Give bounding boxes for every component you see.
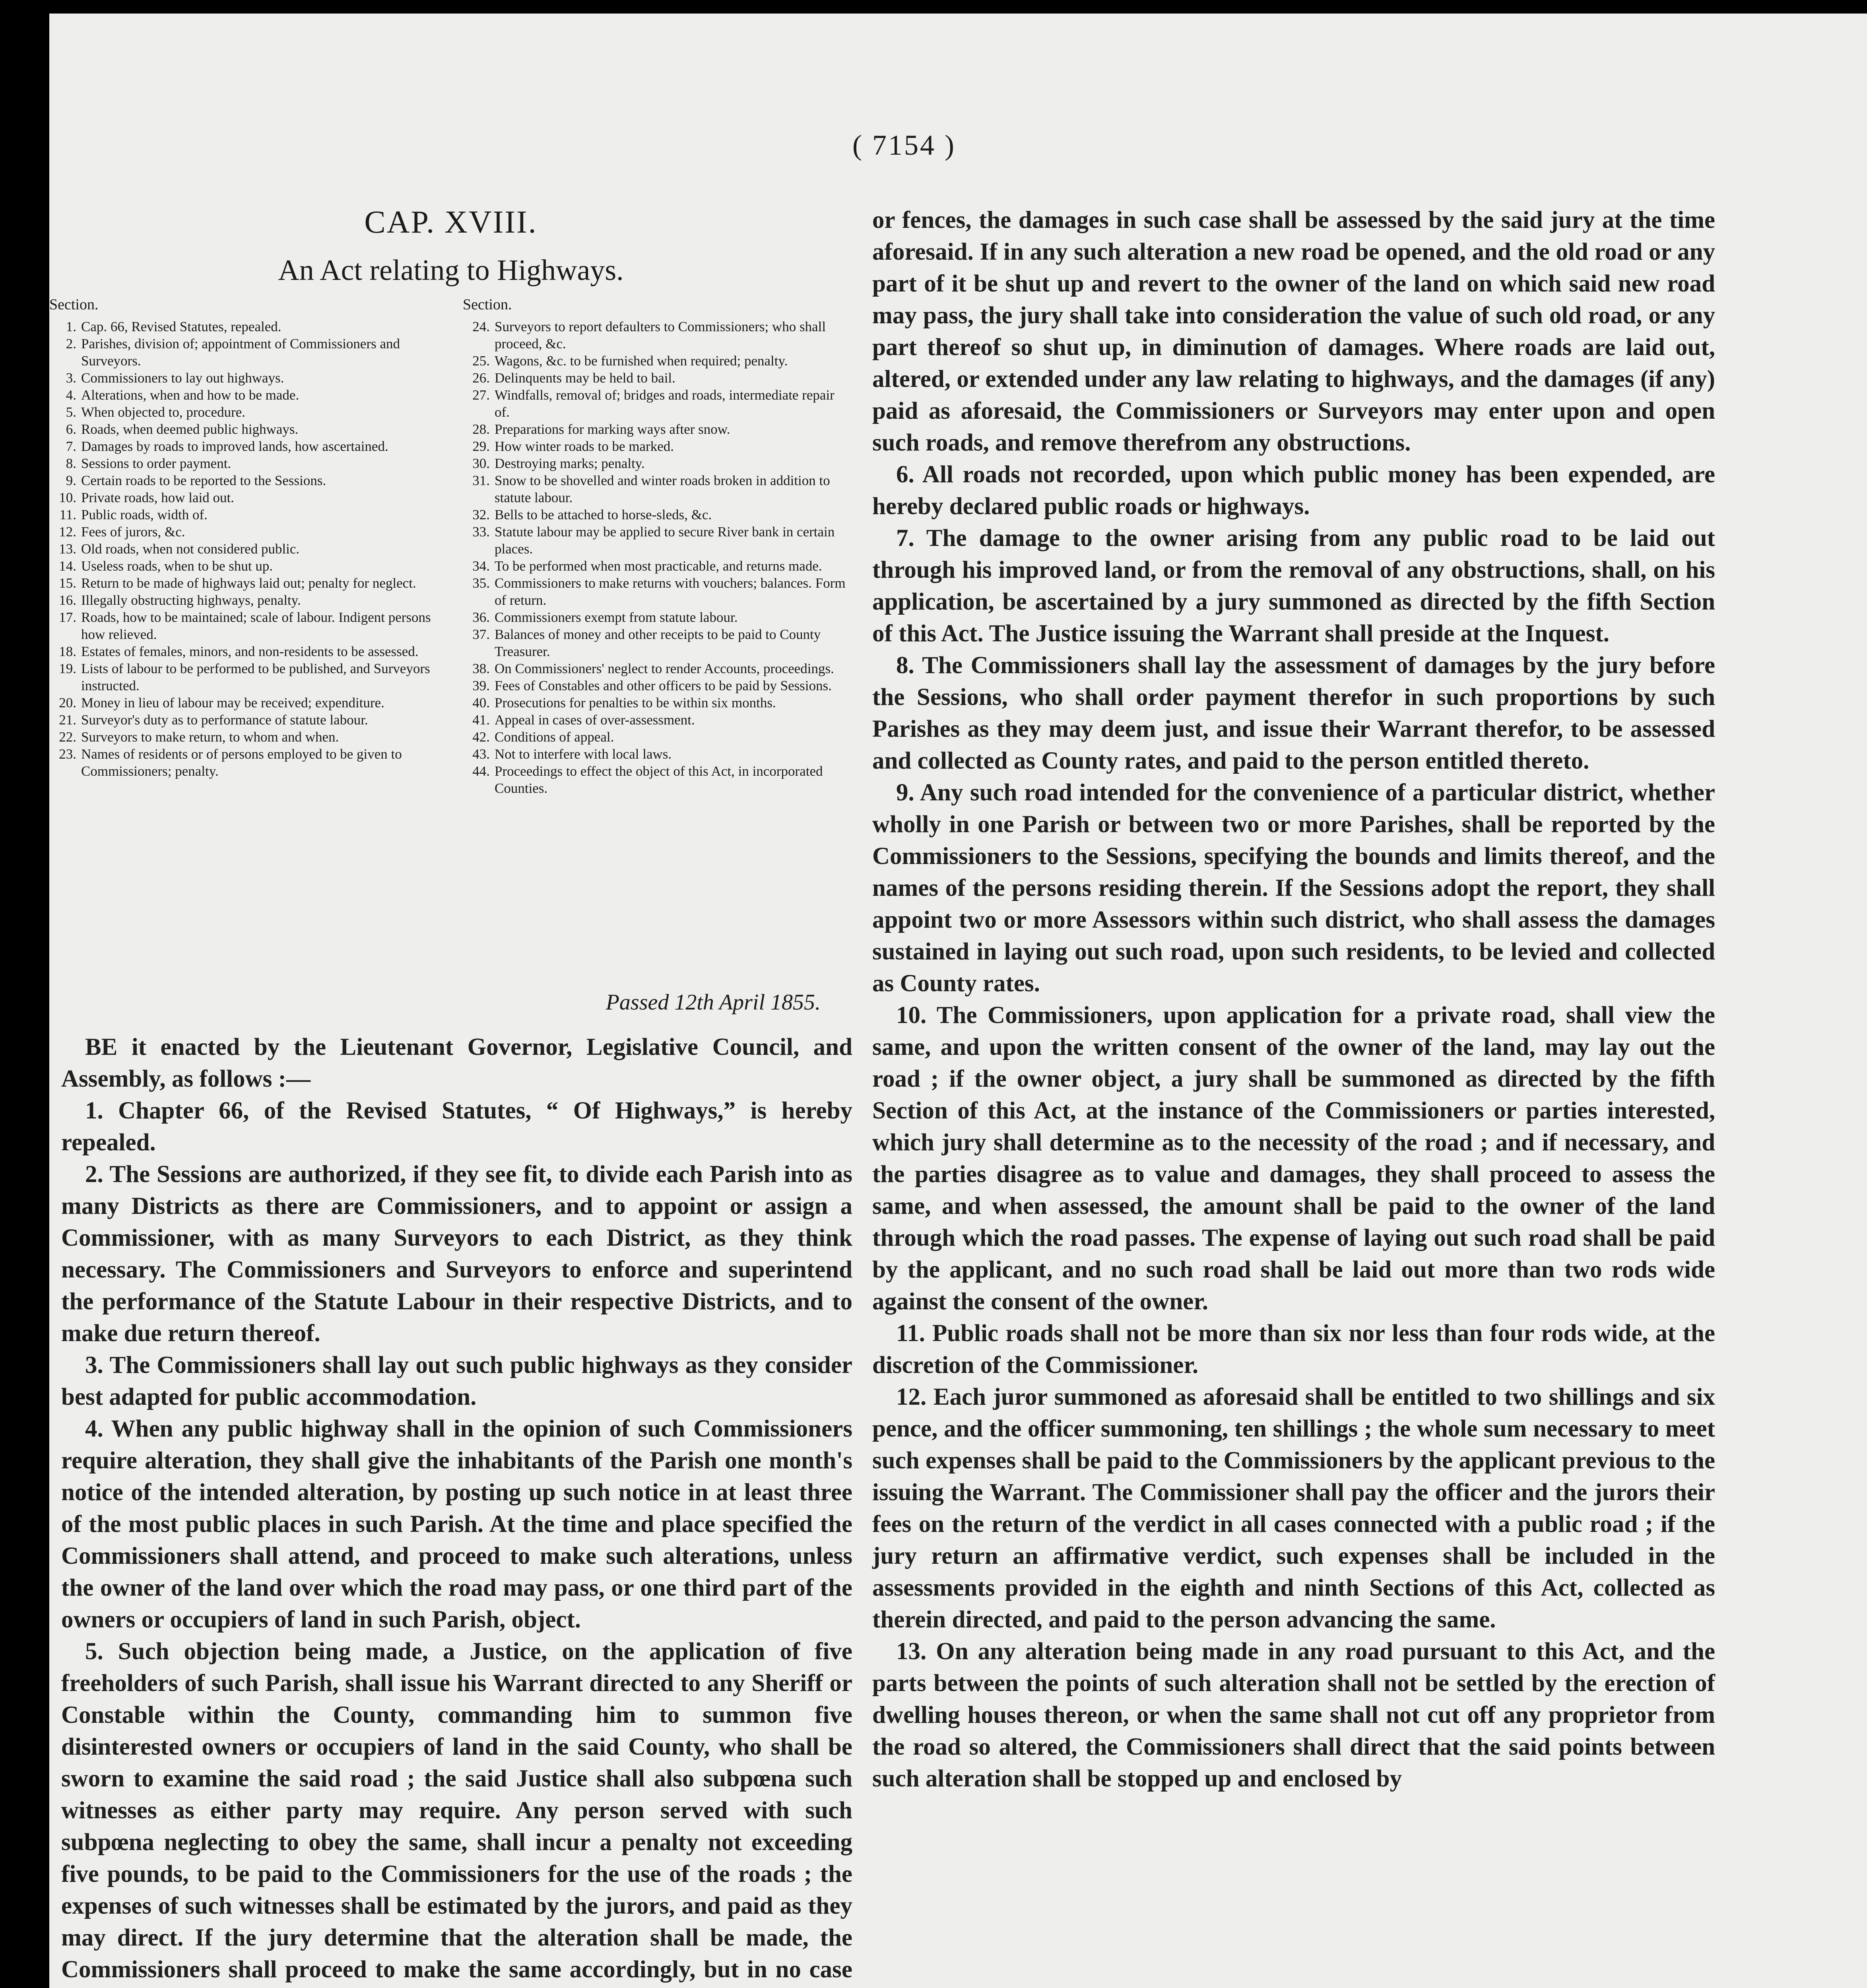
toc-entry-text: Estates of females, minors, and non-residents to be assessed. <box>81 644 419 659</box>
toc-entry <box>463 318 852 352</box>
toc-entry-text: On Commissioners' neglect to render Accounts, proceedings. <box>495 661 834 676</box>
body-paragraph: 7. The damage to the owner arising from any public road to be laid out through his improved land, or from the removal of any obstructions, shall, on his application, be ascertained by a jury summoned as directed by the fifth Section of this Act. The Justice issuing the Warrant shall preside at the Inquest. <box>872 525 1715 647</box>
toc-entry <box>463 557 852 575</box>
toc-entry-text: Commissioners to lay out highways. <box>81 370 284 386</box>
toc-entry <box>463 711 852 728</box>
toc-entry-text: Roads, how to be maintained; scale of labour. Indigent persons how relieved. <box>81 610 431 642</box>
toc-entry <box>49 472 439 489</box>
toc-entry-number: 22. <box>59 729 76 745</box>
right-body-text <box>872 204 1715 1795</box>
toc-entry-number: 44. <box>472 763 490 779</box>
toc-entry-number: 40. <box>472 695 490 711</box>
body-paragraph: 9. Any such road intended for the convenience of a particular district, whether wholly in one Parish or between two or more Parishes, shall be reported by the Commissioners to the Sessions, specifying the bounds and limits thereof, and the names of the persons residing therein. If the Sessions adopt the report, they shall appoint two or more Assessors within such district, who shall assess the damages sustained in laying out such road, upon such residents, to be levied and collected as County rates. <box>872 779 1715 997</box>
toc-entry-number: 33. <box>472 524 490 540</box>
toc-entry-number: 27. <box>472 387 490 403</box>
toc-entry-number: 34. <box>472 558 490 574</box>
toc-entry-text: Surveyors to make return, to whom and when. <box>81 729 339 745</box>
toc-entry-text: Private roads, how laid out. <box>81 490 234 505</box>
toc-entry-number: 5. <box>66 404 76 420</box>
toc-entry <box>49 438 439 455</box>
toc-entry-number: 35. <box>472 575 490 591</box>
toc-entry-number: 29. <box>472 439 490 454</box>
toc-entry-text: Lists of labour to be performed to be published, and Surveyors instructed. <box>81 661 430 693</box>
toc-entry-number: 10. <box>59 490 76 505</box>
toc-entry-text: Fees of jurors, &c. <box>81 524 185 540</box>
toc-entry <box>49 455 439 472</box>
toc-entry <box>463 506 852 523</box>
toc-entry <box>49 609 439 643</box>
body-paragraph: 10. The Commissioners, upon application for a private road, shall view the same, and upon the written consent of the owner of the land, may lay out the road ; if the owner object, a jury shall be summoned as directed by the fifth Section of this Act, at the instance of the Commissioners or parties interested, which jury shall determine as to the necessity of the road ; and if necessary, and the parties disagree as to value and damages, they shall proceed to assess the same, and when assessed, the amount shall be paid to the owner of the land through which the road passes. The expense of laying out such road shall be paid by the applicant, and no such road shall be laid out more than two rods wide against the consent of the owner. <box>872 1002 1715 1315</box>
toc-entry <box>463 352 852 369</box>
toc-entry-text: Appeal in cases of over-assessment. <box>495 712 695 728</box>
toc-entry <box>463 472 852 506</box>
toc-entry-number: 12. <box>59 524 76 540</box>
toc-entry-number: 20. <box>59 695 76 711</box>
body-paragraph: 1. Chapter 66, of the Revised Statutes, “ Of Highways,” is hereby repealed. <box>61 1097 852 1156</box>
toc-entry-number: 38. <box>472 661 490 676</box>
toc-heading: Section. <box>49 296 99 313</box>
toc-entry-number: 26. <box>472 370 490 386</box>
toc-entry-number: 13. <box>59 541 76 557</box>
toc-entry <box>463 660 852 677</box>
toc-entry-text: To be performed when most practicable, and returns made. <box>495 558 822 574</box>
toc-entry-number: 39. <box>472 678 490 693</box>
toc-entry-number: 8. <box>66 456 76 471</box>
body-paragraph: 5. Such objection being made, a Justice, on the application of five freeholders of such Parish, shall issue his Warrant directed to any Sheriff or Constable within the County, commanding him to summon five disinterested owners or occupiers of land in the said County, who shall be sworn to examine the said road ; the said Justice shall also subpœna such witnesses as either party may require. Any person served with such subpœna neglecting to obey the same, shall incur a penalty not exceeding five pounds, to be paid to the Commissioners for the use of the roads ; the expenses of such witnesses shall be estimated by the jurors, and paid as they may direct. If the jury determine that the alteration shall be made, the Commissioners shall proceed to make the same accordingly, but in no case <box>61 1638 852 1983</box>
toc-entry-number: 1. <box>66 319 76 334</box>
toc-entry <box>463 575 852 609</box>
toc-entry-text: How winter roads to be marked. <box>495 439 674 454</box>
toc-entry-number: 32. <box>472 507 490 522</box>
toc-entry <box>463 421 852 438</box>
toc-right-column <box>463 296 852 797</box>
toc-entry <box>49 506 439 523</box>
toc-entry <box>463 386 852 421</box>
toc-entry-text: Commissioners to make returns with vouchers; balances. Form of return. <box>495 575 846 608</box>
toc-entry-text: Cap. 66, Revised Statutes, repealed. <box>81 319 281 334</box>
toc-entry-text: When objected to, procedure. <box>81 404 246 420</box>
toc-entry <box>463 746 852 763</box>
right-column <box>872 204 1715 1988</box>
toc-entry-text: Balances of money and other receipts to be paid to County Treasurer. <box>495 627 821 659</box>
toc-entry-number: 19. <box>59 661 76 676</box>
toc-entry <box>463 455 852 472</box>
toc-entry <box>49 643 439 660</box>
body-paragraph: 4. When any public highway shall in the opinion of such Commissioners require alteration, they shall give the inhabitants of the Parish one month's notice of the intended alteration, by posting up such notice in at least three of the most public places in such Parish. At the time and place specified the Commissioners shall attend, and proceed to make such alterations, unless the owner of the land over which the road may pass, or one third part of the owners or occupiers of land in such Parish, object. <box>61 1415 852 1633</box>
toc-entry-text: Surveyors to report defaulters to Commissioners; who shall proceed, &c. <box>495 319 826 351</box>
toc-entry <box>49 421 439 438</box>
toc-entry-text: Useless roads, when to be shut up. <box>81 558 273 574</box>
document-page <box>49 14 1867 1988</box>
toc-entry <box>49 404 439 421</box>
toc-entry <box>49 746 439 780</box>
toc-entry-text: Delinquents may be held to bail. <box>495 370 675 386</box>
toc-entry <box>49 386 439 404</box>
toc-entry <box>49 540 439 557</box>
toc-entry <box>49 523 439 540</box>
toc-entry-text: Conditions of appeal. <box>495 729 614 745</box>
toc-entry <box>49 557 439 575</box>
toc-entry-text: Surveyor's duty as to performance of statute labour. <box>81 712 368 728</box>
toc-entry-text: Prosecutions for penalties to be within six months. <box>495 695 776 711</box>
toc-entry <box>463 438 852 455</box>
toc-entry-number: 17. <box>59 610 76 625</box>
toc-heading: Section. <box>463 296 512 313</box>
toc-left-list <box>49 318 439 780</box>
toc-entry-number: 11. <box>59 507 76 522</box>
left-body-text <box>61 1031 852 1988</box>
toc-entry-number: 15. <box>59 575 76 591</box>
toc-entry-number: 28. <box>472 421 490 437</box>
toc-entry <box>463 369 852 386</box>
toc-entry-text: Sessions to order payment. <box>81 456 231 471</box>
toc-left-column <box>49 296 439 780</box>
toc-entry-text: Destroying marks; penalty. <box>495 456 645 471</box>
toc-entry-number: 4. <box>66 387 76 403</box>
toc-entry <box>49 728 439 746</box>
toc-entry <box>463 677 852 694</box>
toc-entry-number: 23. <box>59 746 76 762</box>
toc-entry <box>49 660 439 694</box>
left-column <box>49 204 852 1988</box>
toc-entry-text: Alterations, when and how to be made. <box>81 387 299 403</box>
toc-entry <box>49 318 439 335</box>
body-paragraph: 2. The Sessions are authorized, if they see fit, to divide each Parish into as many Districts as there are Commissioners, and to appoint or assign a Commissioner, with as many Surveyors to each District, as they think necessary. The Commissioners and Surveyors to enforce and superintend the performance of the Statute Labour in their respective Districts, and to make due return thereof. <box>61 1161 852 1347</box>
chapter-title: CAP. XVIII. <box>364 205 538 240</box>
table-of-contents <box>49 296 852 992</box>
toc-entry-text: Wagons, &c. to be furnished when required; penalty. <box>495 353 788 369</box>
toc-entry <box>49 369 439 386</box>
toc-entry-text: Certain roads to be reported to the Sessions. <box>81 473 326 488</box>
toc-entry-number: 25. <box>472 353 490 369</box>
toc-entry-text: Damages by roads to improved lands, how ascertained. <box>81 439 388 454</box>
toc-entry <box>49 694 439 711</box>
toc-entry-text: Windfalls, removal of; bridges and roads, intermediate repair of. <box>495 387 835 420</box>
toc-entry-number: 2. <box>66 336 76 351</box>
toc-entry-number: 42. <box>472 729 490 745</box>
toc-entry-number: 21. <box>59 712 76 728</box>
toc-entry <box>49 489 439 506</box>
body-paragraph: 8. The Commissioners shall lay the assessment of damages by the jury before the Sessions, who shall order payment therefor in such proportions by such Parishes as they may deem just, and issue their Warrant therefor, to be assessed and collected as County rates, and paid to the person entitled thereto. <box>872 652 1715 774</box>
toc-entry-text: Fees of Constables and other officers to be paid by Sessions. <box>495 678 832 693</box>
toc-entry-text: Preparations for marking ways after snow. <box>495 421 730 437</box>
toc-entry-text: Proceedings to effect the object of this Act, in incorporated Counties. <box>495 763 823 796</box>
toc-entry-number: 37. <box>472 627 490 642</box>
toc-entry-number: 7. <box>66 439 76 454</box>
toc-entry-text: Parishes, division of; appointment of Commissioners and Surveyors. <box>81 336 400 369</box>
toc-entry-text: Illegally obstructing highways, penalty. <box>81 592 301 608</box>
toc-entry-text: Names of residents or of persons employed to be given to Commissioners; penalty. <box>81 746 402 779</box>
act-title: An Act relating to Highways. <box>278 254 624 287</box>
toc-entry <box>463 694 852 711</box>
toc-entry-text: Statute labour may be applied to secure River bank in certain places. <box>495 524 835 557</box>
toc-entry-number: 36. <box>472 610 490 625</box>
body-paragraph: 13. On any alteration being made in any road pursuant to this Act, and the parts between the points of such alteration shall not be settled by the erection of dwelling houses thereon, or when the same shall not cut off any proprietor from the road so altered, the Commissioners shall direct that the said points between such alteration shall be stopped up and enclosed by <box>872 1638 1715 1792</box>
toc-entry-number: 31. <box>472 473 490 488</box>
toc-entry-number: 16. <box>59 592 76 608</box>
body-paragraph: BE it enacted by the Lieutenant Governor, Legislative Council, and Assembly, as follows :— <box>61 1034 852 1092</box>
toc-entry <box>463 609 852 626</box>
toc-entry-text: Old roads, when not considered public. <box>81 541 300 557</box>
toc-entry-number: 18. <box>59 644 76 659</box>
body-paragraph: 3. The Commissioners shall lay out such public highways as they consider best adapted for public accommodation. <box>61 1352 852 1410</box>
toc-entry-number: 14. <box>59 558 76 574</box>
toc-entry-text: Public roads, width of. <box>81 507 208 522</box>
toc-entry <box>463 763 852 797</box>
toc-entry <box>49 592 439 609</box>
toc-entry-number: 41. <box>472 712 490 728</box>
toc-entry-text: Not to interfere with local laws. <box>495 746 672 762</box>
toc-entry-number: 43. <box>472 746 490 762</box>
body-paragraph: or fences, the damages in such case shall be assessed by the said jury at the time aforesaid. If in any such alteration a new road be opened, and the old road or any part of it be shut up and revert to the owner of the land on which said new road may pass, the jury shall take into consideration the value of such old road, or any part thereof so shut up, in diminution of damages. Where roads are laid out, altered, or extended under any law relating to highways, and the damages (if any) paid as aforesaid, the Commissioners or Surveyors may enter upon and open such roads, and remove therefrom any obstructions. <box>872 207 1715 456</box>
toc-entry-text: Commissioners exempt from statute labour. <box>495 610 738 625</box>
passed-date: Passed 12th April 1855. <box>606 990 821 1015</box>
toc-entry-number: 3. <box>66 370 76 386</box>
toc-entry-number: 30. <box>472 456 490 471</box>
toc-entry-number: 6. <box>66 421 76 437</box>
toc-entry-text: Snow to be shovelled and winter roads broken in addition to statute labour. <box>495 473 830 505</box>
toc-right-list <box>463 318 852 797</box>
toc-entry <box>463 626 852 660</box>
toc-entry-number: 24. <box>472 319 490 334</box>
toc-entry-text: Bells to be attached to horse-sleds, &c. <box>495 507 712 522</box>
toc-entry <box>49 575 439 592</box>
body-paragraph: 11. Public roads shall not be more than six nor less than four rods wide, at the discretion of the Commissioner. <box>872 1320 1715 1378</box>
toc-entry-text: Money in lieu of labour may be received; expenditure. <box>81 695 384 711</box>
toc-entry <box>49 335 439 369</box>
toc-entry-text: Return to be made of highways laid out; penalty for neglect. <box>81 575 416 591</box>
toc-entry <box>463 728 852 746</box>
body-paragraph: 12. Each juror summoned as aforesaid shall be entitled to two shillings and six pence, and the officer summoning, ten shillings ; the whole sum necessary to meet such expenses shall be paid to the Commissioners by the applicant previous to the issuing the Warrant. The Commissioner shall pay the officer and the jurors their fees on the return of the verdict in all cases connected with a public road ; if the jury return an affirmative verdict, such expenses shall be included in the assessments provided in the eighth and ninth Sections of this Act, collected as therein directed, and paid to the person advancing the same. <box>872 1384 1715 1633</box>
toc-entry <box>49 711 439 728</box>
page-number: ( 7154 ) <box>852 129 956 161</box>
toc-entry-text: Roads, when deemed public highways. <box>81 421 299 437</box>
toc-entry-number: 9. <box>66 473 76 488</box>
body-paragraph: 6. All roads not recorded, upon which public money has been expended, are hereby declared public roads or highways. <box>872 461 1715 520</box>
toc-entry <box>463 523 852 557</box>
